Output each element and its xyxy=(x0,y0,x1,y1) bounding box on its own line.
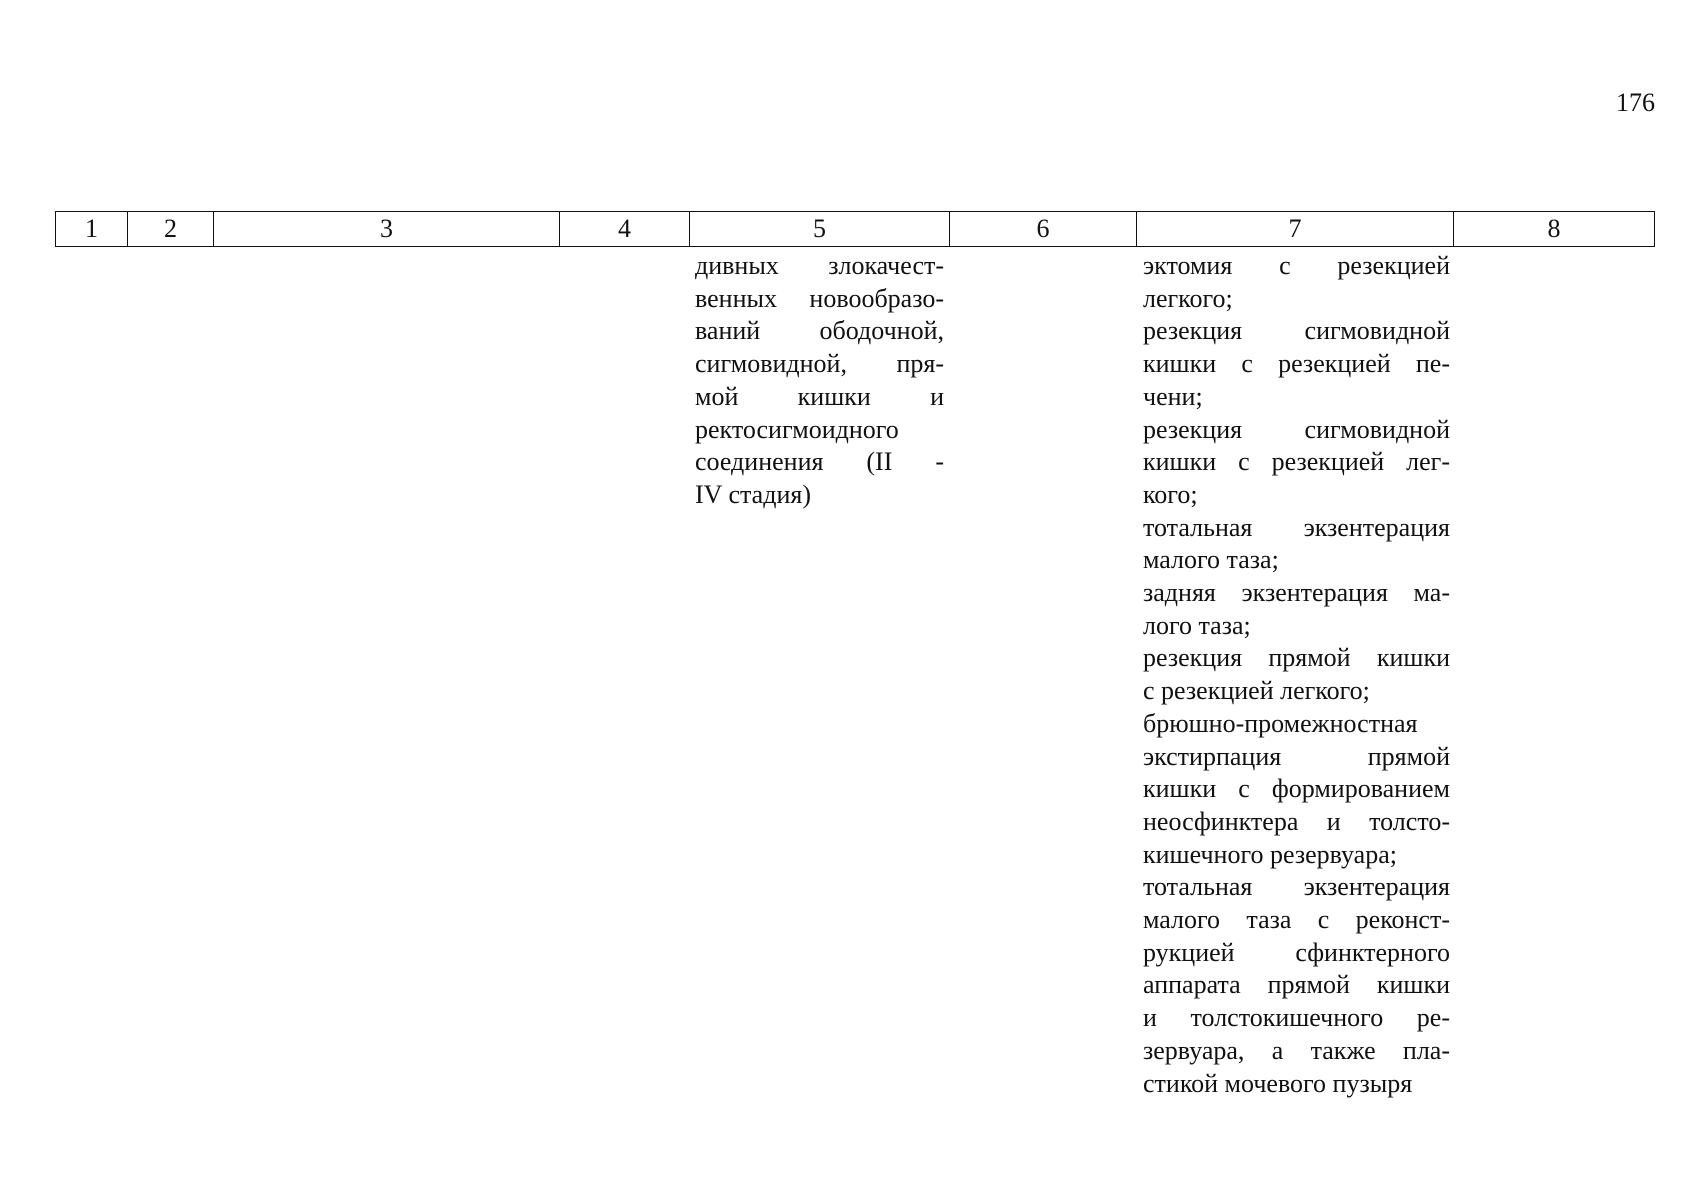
header-row xyxy=(56,212,1655,247)
text-line: кишки с резекцией лег- xyxy=(1143,447,1450,477)
text-line: мой кишки и xyxy=(695,381,944,411)
text-line: резекция сигмовидной xyxy=(1143,414,1450,444)
text-line: экстирпация прямой xyxy=(1143,741,1450,771)
header-col-3: 3 xyxy=(214,212,560,247)
text-line: кишки с формированием xyxy=(1143,774,1450,804)
column5-diagnosis-text xyxy=(695,250,944,512)
text-line: кишечного резервуара; xyxy=(1143,839,1397,869)
text-line: кого; xyxy=(1143,479,1198,509)
text-line: тотальная экзентерация xyxy=(1143,512,1450,542)
text-line: IV стадия) xyxy=(695,479,811,509)
text-line: задняя экзентерация ма- xyxy=(1143,578,1450,608)
table-header xyxy=(55,211,1655,247)
text-line: эктомия с резекцией xyxy=(1143,251,1450,280)
column7-treatment-text xyxy=(1143,250,1450,1100)
header-col-1: 1 xyxy=(56,212,128,247)
header-col-4: 4 xyxy=(560,212,690,247)
header-col-8: 8 xyxy=(1454,212,1655,247)
header-col-7: 7 xyxy=(1137,212,1454,247)
text-line: соединения (II - xyxy=(695,447,944,477)
text-line: ваний ободочной, xyxy=(695,316,944,346)
page-number: 176 xyxy=(1616,88,1655,117)
text-line: и толстокишечного ре- xyxy=(1143,1003,1450,1033)
text-line: малого таза; xyxy=(1143,545,1279,575)
text-line: аппарата прямой кишки xyxy=(1143,970,1450,1000)
text-line: ректосигмоидного xyxy=(695,414,899,444)
text-line: малого таза с реконст- xyxy=(1143,905,1450,935)
text-line: стикой мочевого пузыря xyxy=(1143,1068,1413,1098)
text-line: с резекцией легкого; xyxy=(1143,676,1370,706)
text-line: резекция прямой кишки xyxy=(1143,643,1450,673)
text-line: брюшно-промежностная xyxy=(1143,708,1418,738)
header-col-2: 2 xyxy=(128,212,214,247)
text-line: резекция сигмовидной xyxy=(1143,316,1450,346)
header-col-5: 5 xyxy=(690,212,950,247)
text-line: сигмовидной, пря- xyxy=(695,349,944,379)
text-line: рукцией сфинктерного xyxy=(1143,937,1450,967)
header-col-6: 6 xyxy=(950,212,1137,247)
text-line: венных новообразо- xyxy=(695,283,944,313)
text-line: зервуара, а также пла- xyxy=(1143,1035,1450,1065)
text-line: лого таза; xyxy=(1143,610,1251,640)
text-line: тотальная экзентерация xyxy=(1143,872,1450,902)
text-line: легкого; xyxy=(1143,283,1233,313)
text-line: чени; xyxy=(1143,381,1203,411)
text-line: кишки с резекцией пе- xyxy=(1143,349,1450,379)
text-line: дивных злокачест- xyxy=(695,251,944,280)
text-line: неосфинктера и толсто- xyxy=(1143,806,1450,836)
